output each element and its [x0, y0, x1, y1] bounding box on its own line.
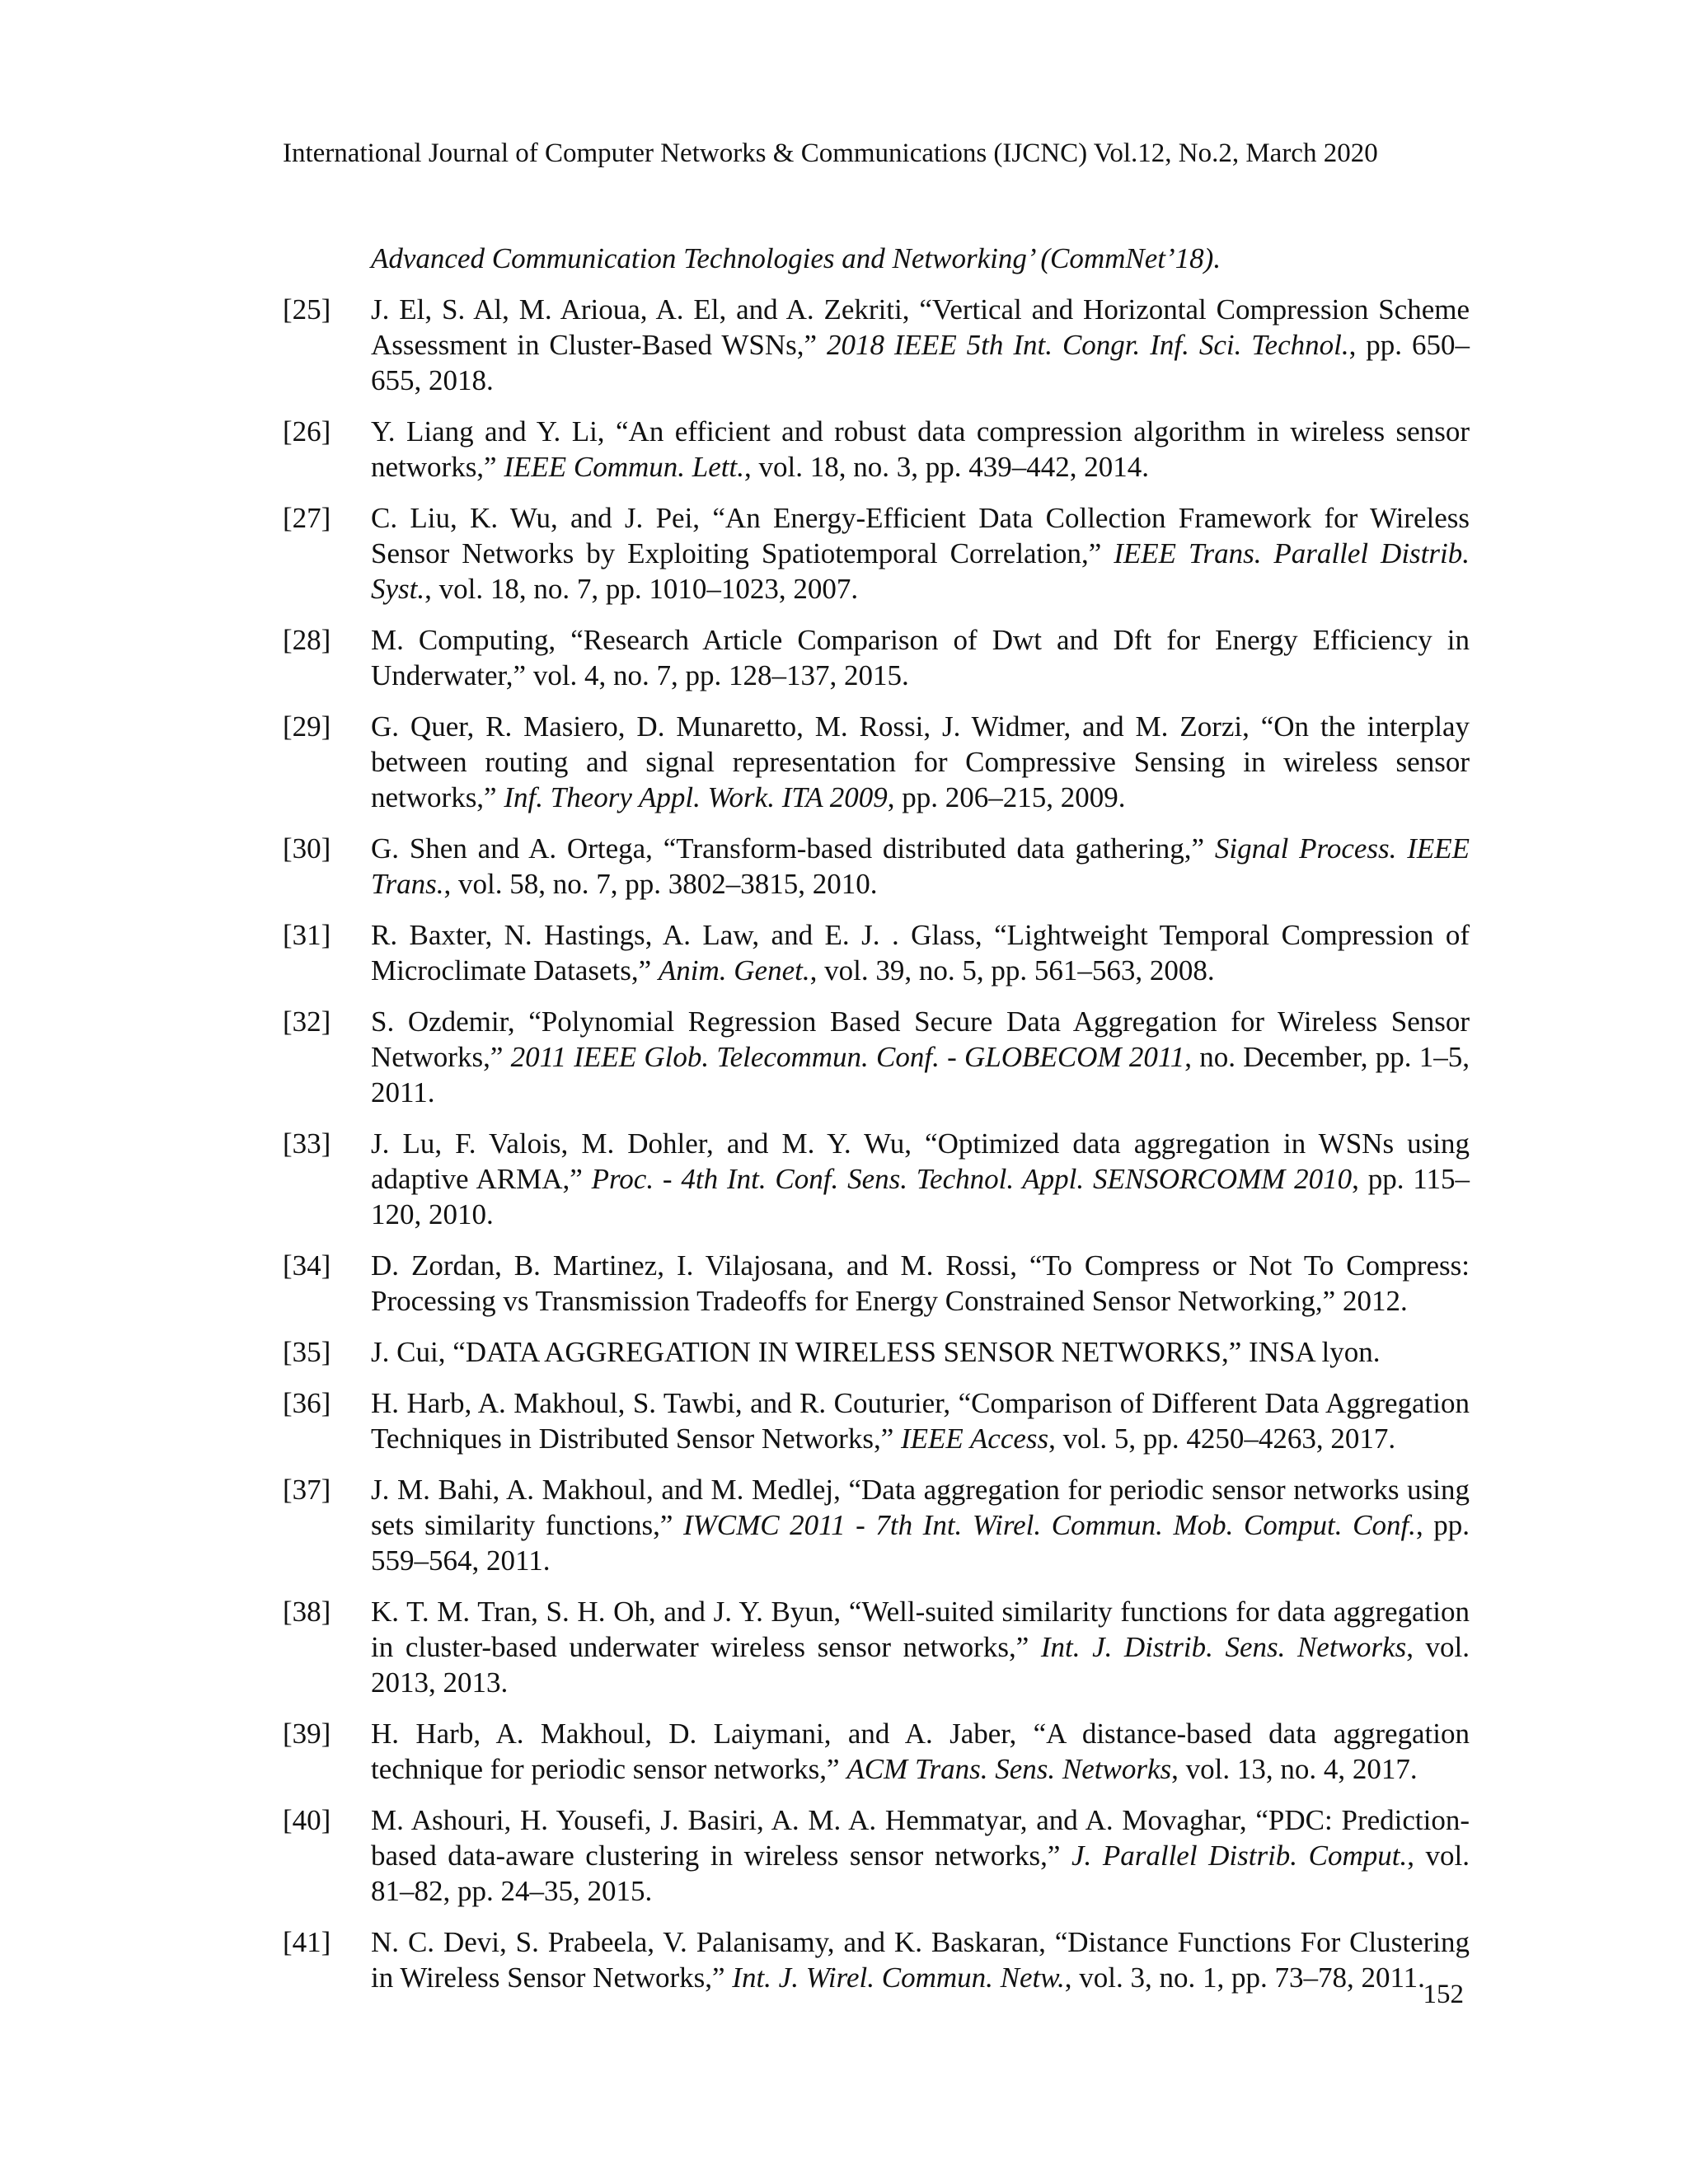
reference-item — [283, 500, 1470, 607]
reference-venue: Int. J. Distrib. Sens. Networks — [1040, 1631, 1407, 1663]
reference-text-segment: K. T. M. Tran, S. H. Oh, and J. Y. Byun, “Well-suited similarity functions for data aggregation in cluster-based underwater wireless sensor networks,” — [371, 1596, 1470, 1663]
reference-text — [371, 1005, 1470, 1108]
reference-number: [25] — [283, 293, 331, 326]
reference-text-segment: J. Lu, F. Valois, M. Dohler, and M. Y. Wu, “Optimized data aggregation in WSNs using adaptive ARMA,” — [371, 1127, 1470, 1195]
reference-venue: Anim. Genet. — [658, 954, 810, 987]
running-header: International Journal of Computer Networks & Communications (IJCNC) Vol.12, No.2, March 2020 — [283, 138, 1378, 168]
reference-text — [371, 1249, 1470, 1317]
reference-number: [28] — [283, 624, 331, 656]
reference-item — [283, 292, 1470, 398]
reference-text — [371, 1926, 1470, 1994]
reference-item — [283, 1472, 1470, 1578]
reference-text-segment: , vol. 58, no. 7, pp. 3802–3815, 2010. — [443, 868, 878, 900]
reference-venue: IWCMC 2011 - 7th Int. Wirel. Commun. Mob. Comput. Conf. — [682, 1509, 1416, 1541]
reference-venue: IEEE Access — [901, 1422, 1049, 1455]
reference-item — [283, 831, 1470, 902]
reference-item — [283, 1716, 1470, 1787]
reference-text — [371, 502, 1470, 605]
reference-text — [371, 1127, 1470, 1230]
reference-text-segment: N. C. Devi, S. Prabeela, V. Palanisamy, and K. Baskaran, “Distance Functions For Clustering in Wireless Sensor Networks,” — [371, 1926, 1470, 1994]
reference-text-segment: H. Harb, A. Makhoul, D. Laiymani, and A. Jaber, “A distance-based data aggregation technique for periodic sensor networks,” — [371, 1718, 1470, 1785]
reference-item — [283, 414, 1470, 485]
reference-entries — [283, 292, 1470, 1995]
reference-text-segment: J. Cui, “DATA AGGREGATION IN WIRELESS SENSOR NETWORKS,” INSA lyon. — [371, 1336, 1381, 1368]
reference-text-segment: D. Zordan, B. Martinez, I. Vilajosana, and M. Rossi, “To Compress or Not To Compress: Processing vs Transmission Tradeoffs for Energy Constrained Sensor Networking,” 2012. — [371, 1249, 1470, 1317]
reference-text-segment: , pp. 206–215, 2009. — [887, 781, 1126, 813]
reference-list — [283, 241, 1470, 2011]
reference-venue: IEEE Commun. Lett. — [504, 451, 744, 483]
reference-text — [371, 415, 1470, 483]
reference-text — [371, 832, 1470, 900]
reference-venue: 2011 IEEE Glob. Telecommun. Conf. - GLOBECOM 2011 — [510, 1041, 1185, 1073]
reference-number: [36] — [283, 1387, 331, 1419]
reference-item — [283, 1385, 1470, 1456]
reference-text-segment: , no. December, pp. 1–5, 2011. — [371, 1041, 1470, 1108]
reference-number: [35] — [283, 1336, 331, 1368]
reference-text-segment: , vol. 18, no. 3, pp. 439–442, 2014. — [744, 451, 1149, 483]
reference-text-segment: , vol. 13, no. 4, 2017. — [1171, 1753, 1418, 1785]
reference-text-segment: G. Quer, R. Masiero, D. Munaretto, M. Rossi, J. Widmer, and M. Zorzi, “On the interplay between routing and signal representation for Compressive Sensing in wireless sensor networks,” — [371, 710, 1470, 813]
reference-item — [283, 1334, 1470, 1370]
reference-number: [27] — [283, 502, 331, 534]
reference-text — [371, 624, 1470, 691]
reference-number: [41] — [283, 1926, 331, 1958]
reference-text-segment: , vol. 81–82, pp. 24–35, 2015. — [371, 1840, 1470, 1907]
reference-number: [33] — [283, 1127, 331, 1160]
reference-text-segment: , vol. 2013, 2013. — [371, 1631, 1470, 1699]
reference-text-segment: , vol. 3, no. 1, pp. 73–78, 2011. — [1064, 1961, 1425, 1994]
reference-item — [283, 709, 1470, 815]
reference-text-segment: , pp. 115–120, 2010. — [371, 1163, 1470, 1230]
reference-item — [283, 1004, 1470, 1110]
reference-text-segment: , vol. 5, pp. 4250–4263, 2017. — [1048, 1422, 1396, 1455]
reference-text-segment: , pp. 650–655, 2018. — [371, 329, 1470, 396]
reference-text-segment: R. Baxter, N. Hastings, A. Law, and E. J. . Glass, “Lightweight Temporal Compression of Microclimate Datasets,” — [371, 919, 1470, 987]
reference-text-segment: , pp. 559–564, 2011. — [371, 1509, 1470, 1577]
reference-venue: 2018 IEEE 5th Int. Congr. Inf. Sci. Technol. — [826, 329, 1349, 361]
reference-number: [29] — [283, 710, 331, 743]
reference-number: [39] — [283, 1718, 331, 1750]
reference-text — [371, 1804, 1470, 1907]
reference-item — [283, 1126, 1470, 1232]
reference-item — [283, 1248, 1470, 1319]
reference-item — [283, 1924, 1470, 1995]
reference-text — [371, 1387, 1470, 1455]
reference-venue: ACM Trans. Sens. Networks — [846, 1753, 1172, 1785]
reference-text-segment: J. El, S. Al, M. Arioua, A. El, and A. Zekriti, “Vertical and Horizontal Compression Scheme Assessment in Cluster-Based WSNs,” — [371, 293, 1470, 361]
reference-text-segment: C. Liu, K. Wu, and J. Pei, “An Energy-Efficient Data Collection Framework for Wireless Sensor Networks by Exploiting Spatiotemporal Correlation,” — [371, 502, 1470, 569]
reference-item — [283, 622, 1470, 693]
reference-text-segment: Y. Liang and Y. Li, “An efficient and robust data compression algorithm in wireless sensor networks,” — [371, 415, 1470, 483]
reference-text — [371, 1336, 1381, 1368]
reference-text — [371, 293, 1470, 396]
reference-text — [371, 1474, 1470, 1577]
reference-venue: Proc. - 4th Int. Conf. Sens. Technol. Appl. SENSORCOMM 2010 — [591, 1163, 1353, 1195]
reference-text — [371, 919, 1470, 987]
reference-item — [283, 1594, 1470, 1700]
reference-item — [283, 1802, 1470, 1909]
reference-number: [26] — [283, 415, 331, 448]
reference-venue: Inf. Theory Appl. Work. ITA 2009 — [504, 781, 888, 813]
reference-text-segment: , vol. 18, no. 7, pp. 1010–1023, 2007. — [424, 573, 859, 605]
reference-venue: IEEE Trans. Parallel Distrib. Syst. — [371, 537, 1470, 605]
reference-venue: J. Parallel Distrib. Comput. — [1071, 1840, 1408, 1872]
page-number: 152 — [1423, 1980, 1464, 2009]
reference-number: [31] — [283, 919, 331, 951]
reference-text-segment: J. M. Bahi, A. Makhoul, and M. Medlej, “Data aggregation for periodic sensor networks using sets similarity functions,” — [371, 1474, 1470, 1541]
reference-text-segment: M. Computing, “Research Article Comparison of Dwt and Dft for Energy Efficiency in Underwater,” vol. 4, no. 7, pp. 128–137, 2015. — [371, 624, 1470, 691]
reference-number: [32] — [283, 1005, 331, 1038]
reference-text — [371, 1718, 1470, 1785]
reference-text-segment: M. Ashouri, H. Yousefi, J. Basiri, A. M. A. Hemmatyar, and A. Movaghar, “PDC: Prediction-based data-aware clustering in wireless sensor networks,” — [371, 1804, 1470, 1872]
reference-number: [34] — [283, 1249, 331, 1282]
reference-number: [40] — [283, 1804, 331, 1836]
reference-venue: Signal Process. IEEE Trans. — [371, 832, 1470, 900]
reference-text-segment: , vol. 39, no. 5, pp. 561–563, 2008. — [809, 954, 1215, 987]
reference-text-segment: S. Ozdemir, “Polynomial Regression Based Secure Data Aggregation for Wireless Sensor Networks,” — [371, 1005, 1470, 1073]
reference-number: [37] — [283, 1474, 331, 1506]
reference-text — [371, 1596, 1470, 1699]
reference-number: [30] — [283, 832, 331, 865]
reference-text-segment: G. Shen and A. Ortega, “Transform-based distributed data gathering,” — [371, 832, 1215, 865]
reference-venue: Int. J. Wirel. Commun. Netw. — [732, 1961, 1065, 1994]
reference-text-segment: H. Harb, A. Makhoul, S. Tawbi, and R. Couturier, “Comparison of Different Data Aggregation Techniques in Distributed Sensor Networks,” — [371, 1387, 1470, 1455]
reference-text — [371, 710, 1470, 813]
reference-continuation: Advanced Communication Technologies and Networking’ (CommNet’18). — [371, 242, 1221, 274]
reference-item — [283, 917, 1470, 988]
reference-number: [38] — [283, 1596, 331, 1628]
